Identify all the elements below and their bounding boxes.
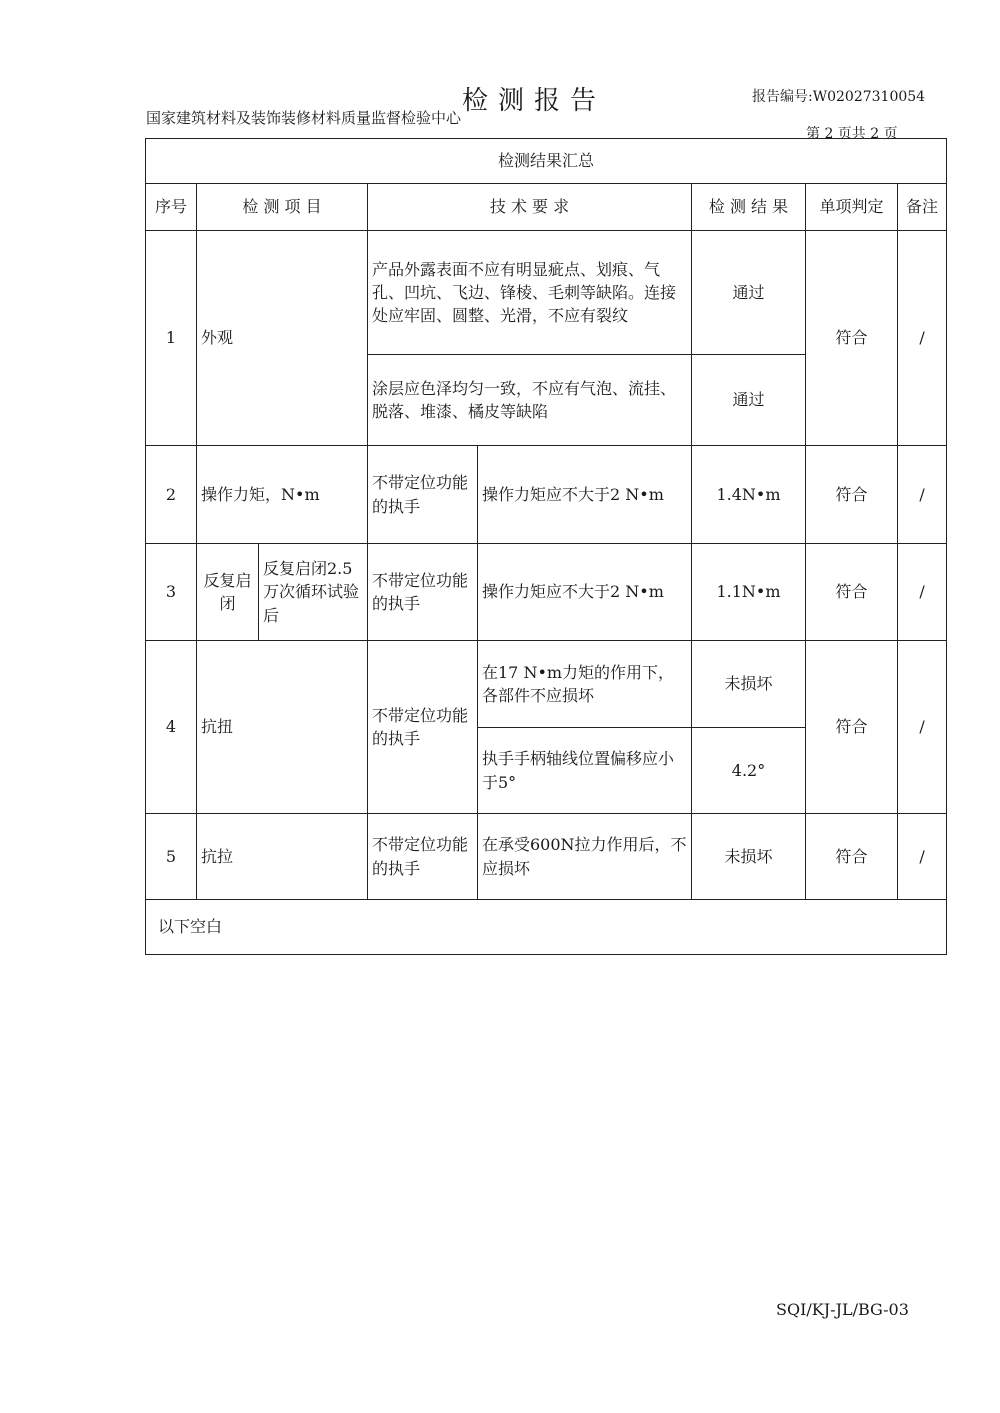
row-judgement: 符合: [806, 641, 898, 814]
col-header-requirement: 技 术 要 求: [368, 184, 692, 231]
row-requirement: 执手手柄轴线位置偏移应小于5°: [478, 728, 692, 814]
row-judgement: 符合: [806, 814, 898, 900]
row-item: 外观: [197, 231, 368, 446]
row-remark: /: [898, 446, 947, 544]
table-row: [146, 641, 947, 728]
table-caption: 检测结果汇总: [146, 139, 947, 184]
table-row: [146, 544, 947, 641]
row-judgement: 符合: [806, 544, 898, 641]
row-result: 通过: [692, 231, 806, 355]
col-header-result: 检 测 结 果: [692, 184, 806, 231]
row-remark: /: [898, 231, 947, 446]
col-header-remark: 备注: [898, 184, 947, 231]
row-seq: 4: [146, 641, 197, 814]
row-remark: /: [898, 814, 947, 900]
row-remark: /: [898, 641, 947, 814]
row-item: 抗拉: [197, 814, 368, 900]
row-result: 未损坏: [692, 641, 806, 728]
results-table: [145, 138, 947, 955]
table-row: [146, 231, 947, 355]
row-requirement: 涂层应色泽均匀一致，不应有气泡、流挂、脱落、堆漆、橘皮等缺陷: [368, 355, 692, 446]
row-sub-item: 反复启闭2.5万次循环试验后: [259, 544, 368, 641]
organization-name: 国家建筑材料及装饰装修材料质量监督检验中心: [146, 109, 462, 127]
row-judgement: 符合: [806, 446, 898, 544]
row-seq: 1: [146, 231, 197, 446]
row-condition: 不带定位功能的执手: [368, 814, 478, 900]
row-result: 4.2°: [692, 728, 806, 814]
form-code: SQI/KJ-JL/BG-03: [776, 1300, 909, 1319]
row-requirement: 在承受600N拉力作用后，不应损坏: [478, 814, 692, 900]
row-requirement: 产品外露表面不应有明显疵点、划痕、气孔、凹坑、飞边、锋棱、毛刺等缺陷。连接处应牢固、圆整、光滑，不应有裂纹: [368, 231, 692, 355]
row-result: 1.1N•m: [692, 544, 806, 641]
row-item: 操作力矩，N•m: [197, 446, 368, 544]
row-requirement: 在17 N•m力矩的作用下，各部件不应损坏: [478, 641, 692, 728]
row-condition: 不带定位功能的执手: [368, 544, 478, 641]
row-requirement: 操作力矩应不大于2 N•m: [478, 446, 692, 544]
col-header-seq: 序号: [146, 184, 197, 231]
report-number: 报告编号:W02027310054: [752, 89, 926, 105]
col-header-judgement: 单项判定: [806, 184, 898, 231]
row-remark: /: [898, 544, 947, 641]
row-item: 反复启闭: [197, 544, 259, 641]
row-condition: 不带定位功能的执手: [368, 641, 478, 814]
row-result: 未损坏: [692, 814, 806, 900]
row-seq: 2: [146, 446, 197, 544]
row-seq: 5: [146, 814, 197, 900]
table-row: [146, 814, 947, 900]
table-row: [146, 446, 947, 544]
row-item: 抗扭: [197, 641, 368, 814]
blank-below-note: 以下空白: [146, 900, 947, 955]
header-row: [146, 184, 947, 231]
row-seq: 3: [146, 544, 197, 641]
row-result: 1.4N•m: [692, 446, 806, 544]
row-judgement: 符合: [806, 231, 898, 446]
row-condition: 不带定位功能的执手: [368, 446, 478, 544]
row-requirement: 操作力矩应不大于2 N•m: [478, 544, 692, 641]
col-header-item: 检 测 项 目: [197, 184, 368, 231]
row-result: 通过: [692, 355, 806, 446]
report-title: 检测报告: [462, 86, 607, 116]
page-info: 第 2 页共 2 页: [806, 126, 898, 142]
